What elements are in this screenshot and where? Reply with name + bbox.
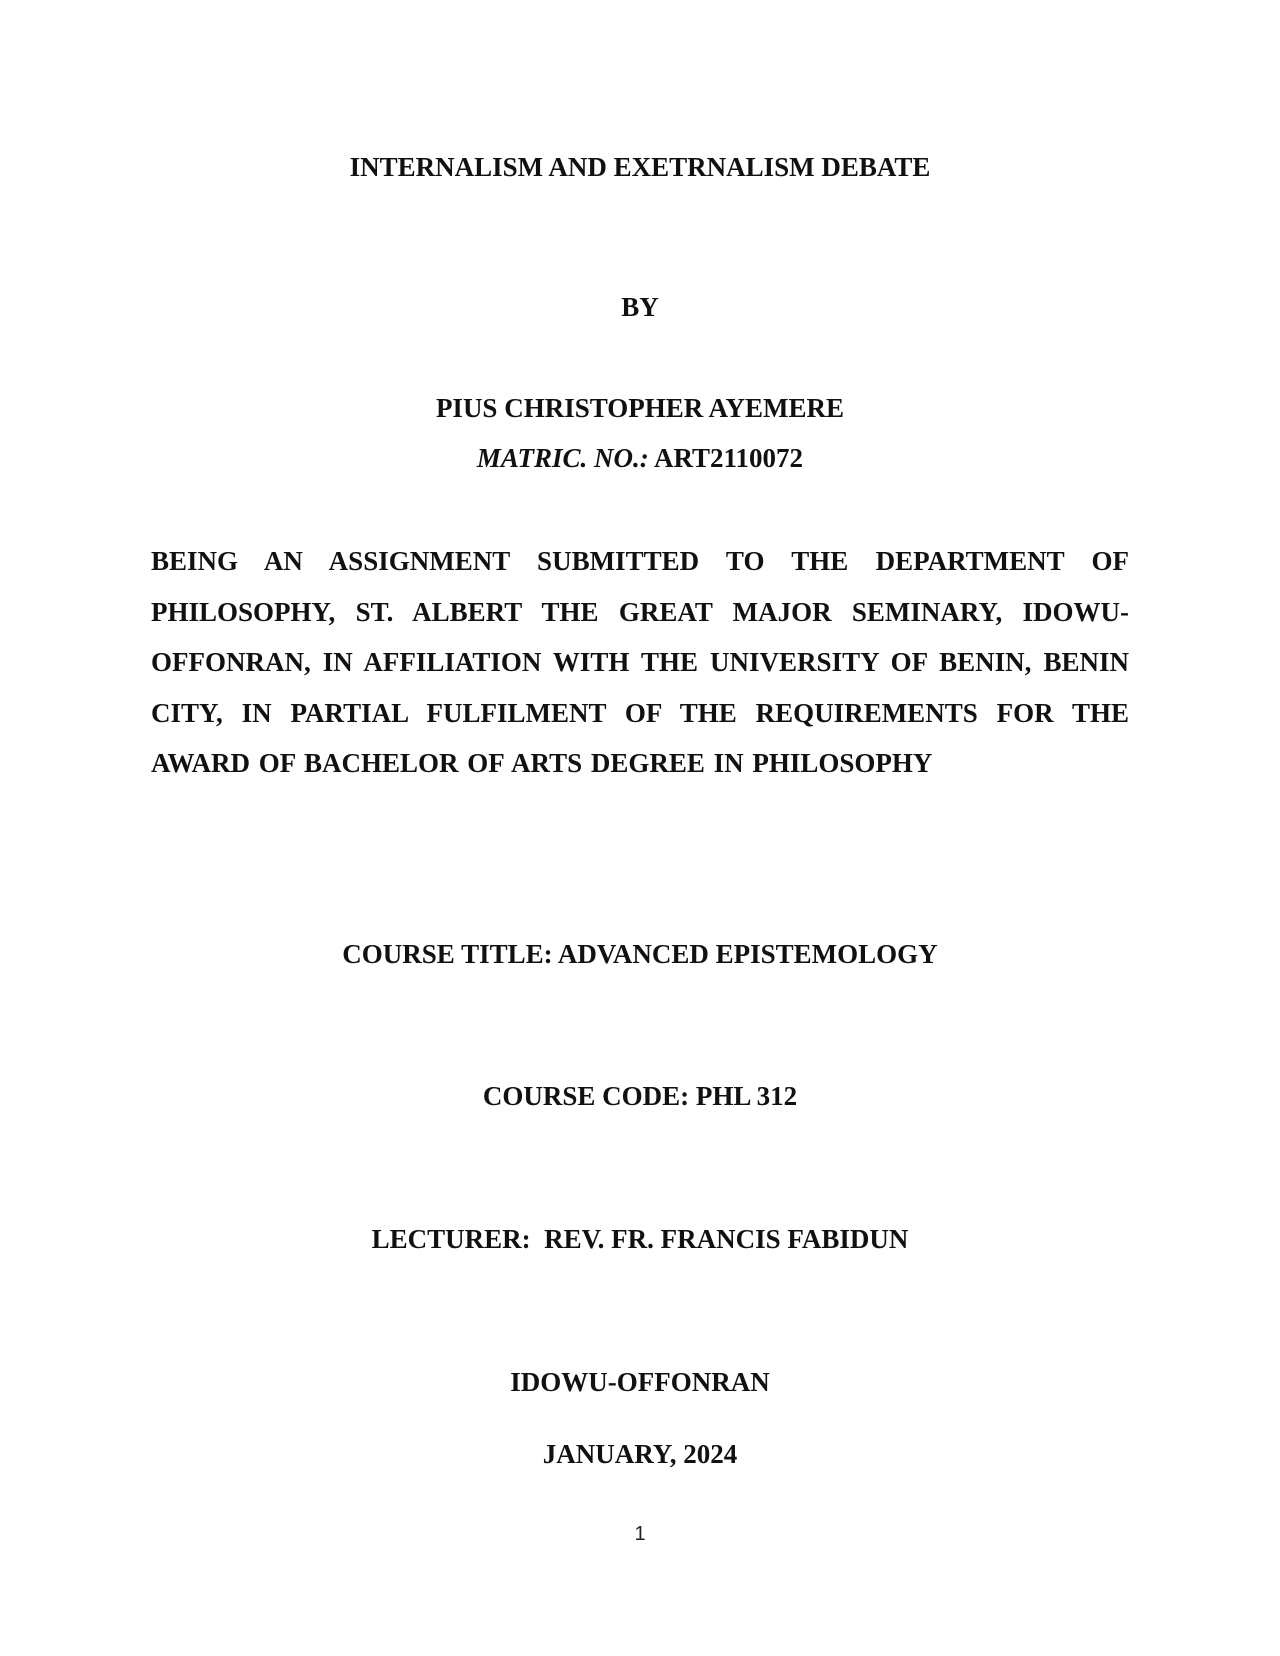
matric-number-value: ART2110072	[653, 443, 804, 473]
by-line: BY	[621, 292, 659, 322]
course-title: COURSE TITLE: ADVANCED EPISTEMOLOGY	[342, 939, 938, 969]
matric-number-line	[0, 441, 1280, 475]
matric-number-label: MATRIC. NO.:	[476, 443, 649, 473]
document-title: INTERNALISM AND EXETRNALISM DEBATE	[349, 152, 931, 182]
lecturer-line: LECTURER: REV. FR. FRANCIS FABIDUN	[371, 1224, 909, 1254]
author-name: PIUS CHRISTOPHER AYEMERE	[435, 393, 845, 423]
place-line: IDOWU-OFFONRAN	[510, 1367, 770, 1397]
submission-statement: BEING AN ASSIGNMENT SUBMITTED TO THE DEPARTMENT OF PHILOSOPHY, ST. ALBERT THE GREAT MAJOR SEMINARY, IDOWU-OFFONRAN, IN AFFILIATION WITH THE UNIVERSITY OF BENIN, BENIN CITY, IN PARTIAL FULFILMENT OF THE REQUIREMENTS FOR THE AWARD OF BACHELOR OF ARTS DEGREE IN PHILOSOPHY	[151, 546, 1129, 778]
page-number: 1	[634, 1523, 646, 1545]
date-line: JANUARY, 2024	[542, 1439, 738, 1469]
course-code: COURSE CODE: PHL 312	[482, 1081, 798, 1111]
